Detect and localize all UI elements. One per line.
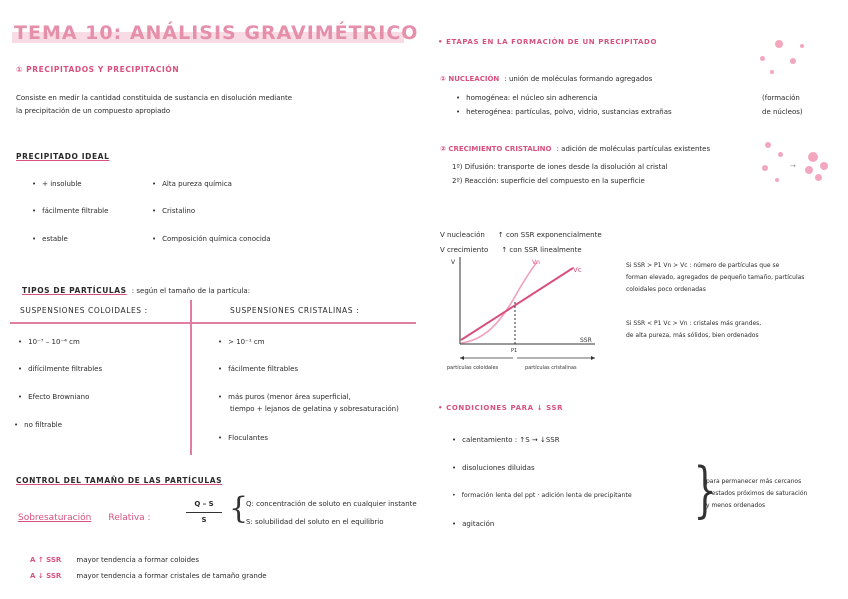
ideal-precipitate-heading: PRECIPITADO IDEAL [16, 152, 110, 161]
growth-desc: : adición de moléculas partículas existentes [556, 145, 711, 153]
condition-item: • calentamiento : ↑S → ↓SSR [452, 436, 560, 444]
stages-heading: • ETAPAS EN LA FORMACIÓN DE UN PRECIPITADO [438, 38, 658, 46]
table-divider-vertical [190, 300, 192, 455]
rule-low-text: mayor tendencia a formar cristales de tamaño grande [76, 572, 267, 580]
fraction-numerator: Q – S [194, 500, 214, 508]
rate-vs-ssr-graph [445, 252, 605, 372]
nucleation-desc: : unión de moléculas formando agregados [504, 75, 653, 83]
graph-colloid-label: partículas coloidales [447, 365, 499, 371]
particle-types-heading: TIPOS DE PARTÍCULAS [22, 286, 127, 295]
nucleation-heading: ① NUCLEACIÓN [440, 75, 500, 83]
intro-line-1: Consiste en medir la cantidad constituida de sustancia en disolución mediante [16, 94, 293, 102]
note-high-ssr-1: Si SSR > P1 Vn > Vc : número de partículas que se [626, 262, 780, 269]
rule-low-mark: A ↓ SSR [30, 572, 62, 580]
supersaturation-relative: Relativa : [108, 513, 151, 523]
brace-right-icon: { [693, 455, 717, 525]
arrow-right-head-icon [591, 356, 595, 360]
note-low-ssr-1: Si SSR < P1 Vc > Vn : cristales más grandes, [626, 320, 762, 327]
ideal-item: • estable [32, 235, 68, 243]
page-title: TEMA 10: ANÁLISIS GRAVIMÉTRICO [14, 22, 419, 44]
condition-side-3: y menos ordenados [706, 502, 766, 509]
section-precipitados-heading: ① PRECIPITADOS Y PRECIPITACIÓN [16, 65, 180, 74]
colloid-item: • 10⁻⁷ – 10⁻⁴ cm [18, 338, 80, 346]
crystal-item-continuation: tiempo + lejanos de gelatina y sobresaturación) [230, 405, 399, 413]
growth-item: 1º) Difusión: transporte de iones desde la disolución al cristal [452, 163, 668, 171]
growth-row [440, 136, 710, 155]
rate-nucleation-text: ↑ con SSR exponencialmente [497, 231, 602, 239]
ideal-item: • Composición química conocida [152, 235, 271, 243]
growth-item: 2º) Reacción: superficie del compuesto en la superficie [452, 177, 645, 185]
rate-nucleation-label: V nucleación [440, 231, 485, 239]
crystal-item: • Floculantes [218, 434, 268, 442]
nucleation-item: • homogénea: el núcleo sin adherencia [456, 94, 598, 102]
colloid-item: • Efecto Browniano [18, 393, 89, 401]
arrow-right-icon: → [790, 162, 796, 170]
table-divider-horizontal [10, 322, 416, 324]
arrow-left-icon [460, 356, 464, 360]
particle-types-row [22, 278, 250, 297]
growth-heading: ② CRECIMIENTO CRISTALINO [440, 145, 552, 153]
condition-item: • formación lenta del ppt · adición lenta de precipitante [452, 492, 632, 499]
note-high-ssr-2: forman elevado, agregados de pequeño tamaño, partículas [626, 274, 805, 281]
q-definition: Q: concentración de soluto en cualquier instante [246, 500, 417, 508]
nucleation-row [440, 66, 652, 85]
brace-icon: { [229, 491, 249, 526]
nucleation-side-2: de núcleos) [762, 108, 803, 116]
nucleation-side-1: (formación [762, 94, 800, 102]
s-definition: S: solubilidad del soluto en el equilibrio [246, 518, 384, 526]
graph-crystal-label: partículas cristalinas [525, 365, 577, 371]
intro-line-2: la precipitación de un compuesto apropiado [16, 107, 171, 115]
control-size-heading: CONTROL DEL TAMAÑO DE LAS PARTÍCULAS [16, 476, 223, 485]
colloid-item: • no filtrable [14, 421, 62, 429]
graph-x-label: SSR [580, 337, 592, 344]
colloid-item: • difícilmente filtrables [18, 365, 102, 373]
supersaturation-word: Sobresaturación [18, 513, 92, 523]
crystal-item: • más puros (menor área superficial, [218, 393, 351, 401]
particle-types-note: : según el tamaño de la partícula: [131, 287, 251, 295]
rate-growth-text: ↑ con SSR linealmente [501, 246, 582, 254]
graph-vc-label: Vc [573, 266, 582, 274]
note-high-ssr-3: coloidales poco ordenadas [626, 286, 706, 293]
graph-y-label: V [451, 259, 456, 266]
crystal-item: • > 10⁻¹ cm [218, 338, 265, 346]
ideal-item: • Cristalino [152, 207, 195, 215]
supersaturation-label [18, 505, 151, 524]
condition-item: • agitación [452, 520, 494, 528]
nucleation-curve [461, 262, 537, 343]
rule-low-ssr [30, 563, 267, 582]
rule-high-text: mayor tendencia a formar coloides [76, 556, 199, 564]
condition-item: • disoluciones diluidas [452, 464, 535, 472]
condition-side-1: para permanecer más cercanos [706, 478, 802, 485]
rate-growth-label: V crecimiento [440, 246, 489, 254]
rule-high-mark: A ↑ SSR [30, 556, 62, 564]
growth-line [461, 268, 573, 340]
colloid-heading: SUSPENSIONES COLOIDALES : [20, 306, 148, 315]
ideal-item: • + insoluble [32, 180, 82, 188]
fraction-bar [186, 512, 222, 513]
graph-vn-label: Vn [532, 259, 540, 266]
condition-side-2: a estados próximos de saturación [706, 490, 808, 497]
crystal-heading: SUSPENSIONES CRISTALINAS : [230, 306, 360, 315]
ideal-item: • Alta pureza química [152, 180, 232, 188]
note-low-ssr-2: de alta pureza, más sólidos, bien ordenados [626, 332, 759, 339]
fraction-denominator: S [201, 516, 207, 524]
conditions-heading: • CONDICIONES PARA ↓ SSR [438, 404, 564, 412]
ideal-item: • fácilmente filtrable [32, 207, 108, 215]
crystal-item: • fácilmente filtrables [218, 365, 298, 373]
nucleation-item: • heterogénea: partículas, polvo, vidrio, sustancias extrañas [456, 108, 672, 116]
graph-critical-label: P1 [511, 348, 518, 354]
